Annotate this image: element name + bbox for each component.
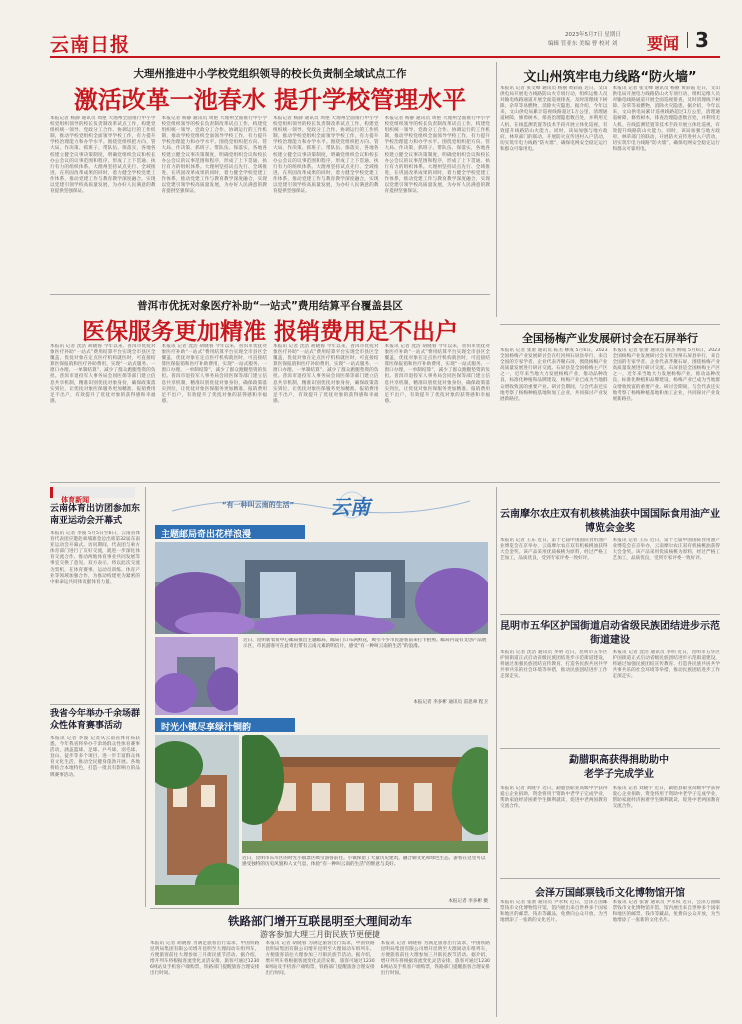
award-body-col-1: 本报讯 记者 王东 近日，第十七届中国国际食用油产业博览会在京举办，云南摩尔农庄双有机核桃油获得大会金奖。该产品采用优质核桃为原料，经过严格工艺加工，品质优良，受到专家评委一致好评。 <box>500 538 608 562</box>
railway-columns <box>150 941 490 1017</box>
date-line: 2023年5月7日 星期日 <box>565 32 621 38</box>
dev-body-col-2: 本报讯 记者 沈浩 通讯员 李明 近日，昆明市五华区护国街道正式启动省级民族团结进步示范街道建设，将通过加强民族团结宣传教育、打造各民族共居共学共事共乐的社会环境等举措，推动民族团结进步工作走深走实。 <box>612 650 720 680</box>
dev-body-col-1: 本报讯 记者 沈浩 通讯员 李明 近日，昆明市五华区护国街道正式启动省级民族团结进步示范街道建设，将通过加强民族团结宣传教育、打造各民族共居共学共事共乐的社会环境等举措，推动民族团结进步工作走深走实。 <box>500 650 608 680</box>
page-number: 3 <box>695 28 709 52</box>
medical-body-col-2: 本报讯 记者 沈浩 胡晓蓉 今年以来，普洱市优抚对象医疗补助“一站式”费用结算平台实现全市县区全覆盖，优抚对象在定点医疗机构就医时，可直接结算医保报销和医疗补助费用，实现“一站式服务、一窗口办理、一单制结算”，减少了群众跑腿垫资的负担。普洱市退役军人事务局会同医保等部门建立信息共享机制，精准识别优抚对象身份，确保政策落实到位，让优抚对象医保服务更加精准、报销费用足不出户，有效提升了优抚对象的获得感和幸福感。 <box>161 344 267 404</box>
students-body-col-1: 本报讯 记者 刘晓宇 近日，勐腊县职业高级中学获得爱心企业捐助，资金将用于资助中老学子完成学业，帮助家庭经济困难学生顺利就读，促进中老两国教育交流合作。 <box>500 786 608 810</box>
power-body-col-1: 本报讯 记者 张文峰 通讯员 杨丽 黄彩霞 近日，文山供电局开展电力线路防山火专项行动，组织运维人员对输电线路通道开展全面巡视排查，及时清理线下树障、杂草等易燃物，消除火灾隐患。据介绍，今年以来，文山供电局累计巡视线路超过1万公里，清理通道树障，修剪树木，排查治理隐患数百处，并利用无人机、在线监测装置等技术手段开展立体化巡视，有效提升线路防山火能力。同时，该局加强与地方政府、林草部门的联动，开展防火宣传进村入户活动，切实筑牢电力线路“防火墙”，确保电网安全稳定运行和群众可靠用电。 <box>500 86 608 152</box>
sports-story2-headline: 我省今年举办千余场群众性体育赛事活动 <box>50 709 141 731</box>
newspaper-logo: 云南日报 <box>50 34 131 56</box>
time-town-photo-right <box>242 735 488 853</box>
dev-columns <box>500 650 720 742</box>
medical-body-col-1: 本报讯 记者 沈浩 胡晓蓉 今年以来，普洱市优抚对象医疗补助“一站式”费用结算平台实现全市县区全覆盖，优抚对象在定点医疗机构就医时，可直接结算医保报销和医疗补助费用，实现“一站式服务、一窗口办理、一单制结算”，减少了群众跑腿垫资的负担。普洱市退役军人事务局会同医保等部门建立信息共享机制，精准识别优抚对象身份，确保政策落实到位，让优抚对象医保服务更加精准、报销费用足不出户，有效提升了优抚对象的获得感和幸福感。 <box>50 344 156 404</box>
feature-item2-tag: 时光小镇尽享绿汁铜韵 <box>155 718 295 732</box>
power-columns <box>500 86 720 322</box>
sports-story2-body: 本报讯 记者 李波 记者从云南省体育局获悉，今年我省将举办千余场群众性体育赛事活动，涵盖篮球、足球、乒乓球、羽毛球、登山、徒步等多个项目，进一步丰富群众体育文化生活，推动全民健身蓬勃开展。各地将结合本地特色，打造一批具有影响力的品牌赛事活动。 <box>50 736 140 778</box>
students-body-col-2: 本报讯 记者 刘晓宇 近日，勐腊县职业高级中学获得爱心企业捐助，资金将用于资助中老学子完成学业，帮助家庭经济困难学生顺利就读，促进中老两国教育交流合作。 <box>612 786 720 810</box>
railway-subhead: 游客参加大理三月街民族节更便捷 <box>260 930 380 939</box>
forum-body-col-1: 本报讯 记者 张蕾 通讯员 陈杰 柳成 5月6日，2023全国杨梅产业发展研讨会在红河州石屏县举行，来自全国的专家学者、企业代表齐聚石屏，围绕杨梅产业高质量发展进行研讨交流。石屏县是全国杨梅主产区之一，近年来当地大力发展杨梅产业，推动品种改良、标准化种植和品牌建设，杨梅产业已成为当地群众增收致富的重要产业。研讨会期间，与会代表还实地考察了杨梅种植基地和加工企业，共同探讨产业发展新路径。 <box>500 348 608 402</box>
medical-body-col-4: 本报讯 记者 沈浩 胡晓蓉 今年以来，普洱市优抚对象医疗补助“一站式”费用结算平台实现全市县区全覆盖，优抚对象在定点医疗机构就医时，可直接结算医保报销和医疗补助费用，实现“一站式服务、一窗口办理、一单制结算”，减少了群众跑腿垫资的负担。普洱市退役军人事务局会同医保等部门建立信息共享机制，精准识别优抚对象身份，确保政策落实到位，让优抚对象医保服务更加精准、报销费用足不出户，有效提升了优抚对象的获得感和幸福感。 <box>384 344 490 404</box>
lead-body-col-3: 本报记者 杨静 通讯员 周艳 大理州全面推行中小学校党组织领导的校长负责制改革试点工作，构建党组织统一领导、党政分工合作、协调运行的工作机制，推动学校党组织全面领导学校工作，有力提升学校治理能力和办学水平。围绕党组织把方向、管大局、作决策、抓班子、带队伍、保落实，各地各校建立健全议事决策制度，明确党组织会议和校长办公会议的议事范围和程序，形成了上下贯通、执行有力的组织体系。大理州坚持试点先行、全域推进，在巩固改革成果的同时，着力健全学校党建工作体系，推动党建工作与教育教学深度融合，实现以党建引领学校高质量发展，为办好人民满意的教育提供坚强保证。 <box>273 116 379 195</box>
museum-headline: 会泽万国邮票钱币文化博物馆开馆 <box>535 888 685 899</box>
lead-body-col-4: 本报记者 杨静 通讯员 周艳 大理州全面推行中小学校党组织领导的校长负责制改革试点工作，构建党组织统一领导、党政分工合作、协调运行的工作机制，推动学校党组织全面领导学校工作，有力提升学校治理能力和办学水平。围绕党组织把方向、管大局、作决策、抓班子、带队伍、保落实，各地各校建立健全议事决策制度，明确党组织会议和校长办公会议的议事范围和程序，形成了上下贯通、执行有力的组织体系。大理州坚持试点先行、全域推进，在巩固改革成果的同时，着力健全学校党建工作体系，推动党建工作与教育教学深度融合，实现以党建引领学校高质量发展，为办好人民满意的教育提供坚强保证。 <box>384 116 490 195</box>
forum-body-col-2: 本报讯 记者 张蕾 通讯员 陈杰 柳成 5月6日，2023全国杨梅产业发展研讨会在红河州石屏县举行，来自全国的专家学者、企业代表齐聚石屏，围绕杨梅产业高质量发展进行研讨交流。石屏县是全国杨梅主产区之一，近年来当地大力发展杨梅产业，推动品种改良、标准化种植和品牌建设，杨梅产业已成为当地群众增收致富的重要产业。研讨会期间，与会代表还实地考察了杨梅种植基地和加工企业，共同探讨产业发展新路径。 <box>612 348 720 402</box>
railway-body-col-1: 本报讯 记者 胡晓蓉 为满足旅客出行需求，中国铁路昆明局集团有限公司增开昆明至大理间动车组列车，方便旅客前往大理参加三月街民族节活动。据介绍，增开列车将根据客流变化灵活安排，旅客可通过12306网站及手机客户端购票，铁路部门提醒旅客合理安排出行时间。 <box>150 941 260 977</box>
medical-kicker: 普洱市优抚对象医疗补助“一站式”费用结算平台覆盖县区 <box>137 300 403 312</box>
masthead <box>0 0 742 62</box>
flower-post-office-photo <box>155 542 488 634</box>
editor-line: 编辑 管亚东 美编 曹 校对 刘 <box>548 41 618 47</box>
award-columns <box>500 538 720 610</box>
award-body-col-2: 本报讯 记者 王东 近日，第十七届中国国际食用油产业博览会在京举办，云南摩尔农庄双有机核桃油获得大会金奖。该产品采用优质核桃为原料，经过严格工艺加工，品质优良，受到专家评委一致好评。 <box>612 538 720 562</box>
medical-headline: 医保服务更加精准 报销费用足不出户 <box>81 318 458 345</box>
sports-tag-marker <box>50 487 53 498</box>
feature-banner-script: 云南 <box>330 495 370 519</box>
power-headline: 文山州筑牢电力线路“防火墙” <box>523 70 697 85</box>
feature-banner-art <box>152 487 490 523</box>
museum-columns <box>500 900 720 1016</box>
museum-body-col-2: 本报讯 记者 张蕾 通讯员 尹永权 近日，会泽万国邮票钱币文化博物馆开馆，馆内展出来自世界多个国家和地区的邮票、钱币等藏品，免费向公众开放，为当地增添了一张新的文化名片。 <box>612 900 720 924</box>
lead-kicker: 大理州推进中小学校党组织领导的校长负责制全域试点工作 <box>133 68 407 80</box>
railway-headline: 铁路部门增开互联昆明至大理间动车 <box>228 914 412 928</box>
dev-headline: 昆明市五华区护国街道启动省级民族团结进步示范街道建设 <box>500 621 720 646</box>
railway-body-col-2: 本报讯 记者 胡晓蓉 为满足旅客出行需求，中国铁路昆明局集团有限公司增开昆明至大理间动车组列车，方便旅客前往大理参加三月街民族节活动。据介绍，增开列车将根据客流变化灵活安排，旅客可通过12306网站及手机客户端购票，铁路部门提醒旅客合理安排出行时间。 <box>265 941 375 977</box>
feature-item1-credit: 本报记者 李多彬 通讯员 雷思翠 程卫 <box>413 700 488 705</box>
sports-section-tag <box>50 487 135 504</box>
sports-tag-label: 体育新闻 <box>61 496 90 504</box>
medical-body-col-3: 本报讯 记者 沈浩 胡晓蓉 今年以来，普洱市优抚对象医疗补助“一站式”费用结算平台实现全市县区全覆盖，优抚对象在定点医疗机构就医时，可直接结算医保报销和医疗补助费用，实现“一站式服务、一窗口办理、一单制结算”，减少了群众跑腿垫资的负担。普洱市退役军人事务局会同医保等部门建立信息共享机制，精准识别优抚对象身份，确保政策落实到位，让优抚对象医保服务更加精准、报销费用足不出户，有效提升了优抚对象的获得感和幸福感。 <box>273 344 379 404</box>
sports-story1-headline: 云南体育出访团参加东南亚运动会开幕式 <box>50 504 141 526</box>
museum-body-col-1: 本报讯 记者 张蕾 通讯员 尹永权 近日，会泽万国邮票钱币文化博物馆开馆，馆内展出来自世界多个国家和地区的邮票、钱币等藏品，免费向公众开放，为当地增添了一张新的文化名片。 <box>500 900 608 924</box>
feature-item1-tag: 主题邮局奇出花样浪漫 <box>155 525 305 539</box>
students-headline: 勐腊职高获得捐助助中老学子完成学业 <box>569 755 669 780</box>
power-body-col-2: 本报讯 记者 张文峰 通讯员 杨丽 黄彩霞 近日，文山供电局开展电力线路防山火专项行动，组织运维人员对输电线路通道开展全面巡视排查，及时清理线下树障、杂草等易燃物，消除火灾隐患。据介绍，今年以来，文山供电局累计巡视线路超过1万公里，清理通道树障，修剪树木，排查治理隐患数百处，并利用无人机、在线监测装置等技术手段开展立体化巡视，有效提升线路防山火能力。同时，该局加强与地方政府、林草部门的联动，开展防火宣传进村入户活动，切实筑牢电力线路“防火墙”，确保电网安全稳定运行和群众可靠用电。 <box>612 86 720 152</box>
lead-body-col-2: 本报记者 杨静 通讯员 周艳 大理州全面推行中小学校党组织领导的校长负责制改革试点工作，构建党组织统一领导、党政分工合作、协调运行的工作机制，推动学校党组织全面领导学校工作，有力提升学校治理能力和办学水平。围绕党组织把方向、管大局、作决策、抓班子、带队伍、保落实，各地各校建立健全议事决策制度，明确党组织会议和校长办公会议的议事范围和程序，形成了上下贯通、执行有力的组织体系。大理州坚持试点先行、全域推进，在巩固改革成果的同时，着力健全学校党建工作体系，推动党建工作与教育教学深度融合，实现以党建引领学校高质量发展，为办好人民满意的教育提供坚强保证。 <box>161 116 267 195</box>
lead-headline: 激活改革一池春水 提升学校管理水平 <box>73 85 467 114</box>
forum-headline: 全国杨梅产业发展研讨会在石屏举行 <box>522 332 698 345</box>
sports-story1-body: 本报讯 记者 李波 5月5日至6日，云南省体育代表团应邀赴柬埔寨金边出席第32届东南亚运动会开幕式。访问期间，代表团与柬方体育部门进行了友好交流，就进一步深化体育交流合作、推动两地体育事业共同发展等事宜交换了意见。双方表示，将以此次交流为契机，在体育赛事、运动员训练、体育产业等领域加强合作，为推动构建更为紧密的中柬命运共同体贡献体育力量。 <box>50 531 140 585</box>
students-columns <box>500 786 720 874</box>
feature-item2-body: 近日，昆明市东川区的时光小镇景区吸引游客前往。小镇保留了大量历史建筑，融合铜文化和绿色生态，游客在这里可以感受独特的历史风貌和人文气息，体验“有一种叫云南的生活”的惬意与美好。 <box>242 856 486 867</box>
railway-body-col-3: 本报讯 记者 胡晓蓉 为满足旅客出行需求，中国铁路昆明局集团有限公司增开昆明至大理间动车组列车，方便旅客前往大理参加三月街民族节活动。据介绍，增开列车将根据客流变化灵活安排，旅客可通过12306网站及手机客户端购票，铁路部门提醒旅客合理安排出行时间。 <box>380 941 490 977</box>
medical-columns <box>50 344 490 476</box>
feature-item1-body: 近日，昆明新农贸中心邮局推出主题邮局，邮局门口布满鲜花，吸引不少市民游客前来打卡拍照。邮局内设有文创产品展示区，市民游客可在此寄出带有云南元素的明信片，感受“有一种叫云南的生活”的浪漫。 <box>243 638 487 649</box>
feature-banner <box>152 487 490 523</box>
lead-body-col-1: 本报记者 杨静 通讯员 周艳 大理州全面推行中小学校党组织领导的校长负责制改革试点工作，构建党组织统一领导、党政分工合作、协调运行的工作机制，推动学校党组织全面领导学校工作，有力提升学校治理能力和办学水平。围绕党组织把方向、管大局、作决策、抓班子、带队伍、保落实，各地各校建立健全议事决策制度，明确党组织会议和校长办公会议的议事范围和程序，形成了上下贯通、执行有力的组织体系。大理州坚持试点先行、全域推进，在巩固改革成果的同时，着力健全学校党建工作体系，推动党建工作与教育教学深度融合，实现以党建引领学校高质量发展，为办好人民满意的教育提供坚强保证。 <box>50 116 156 195</box>
flower-post-office-detail-photo <box>155 637 238 715</box>
section-title: 要闻 <box>647 34 680 53</box>
feature-item2-credit: 本报记者 李多彬 摄 <box>448 899 488 904</box>
award-headline: 云南摩尔农庄双有机核桃油获中国国际食用油产业博览会金奖 <box>500 509 720 534</box>
feature-banner-text: “有一种叫云南的生活” <box>222 501 295 509</box>
lead-columns <box>50 116 490 291</box>
masthead-rule <box>50 56 720 58</box>
time-town-photo-left <box>155 735 239 905</box>
